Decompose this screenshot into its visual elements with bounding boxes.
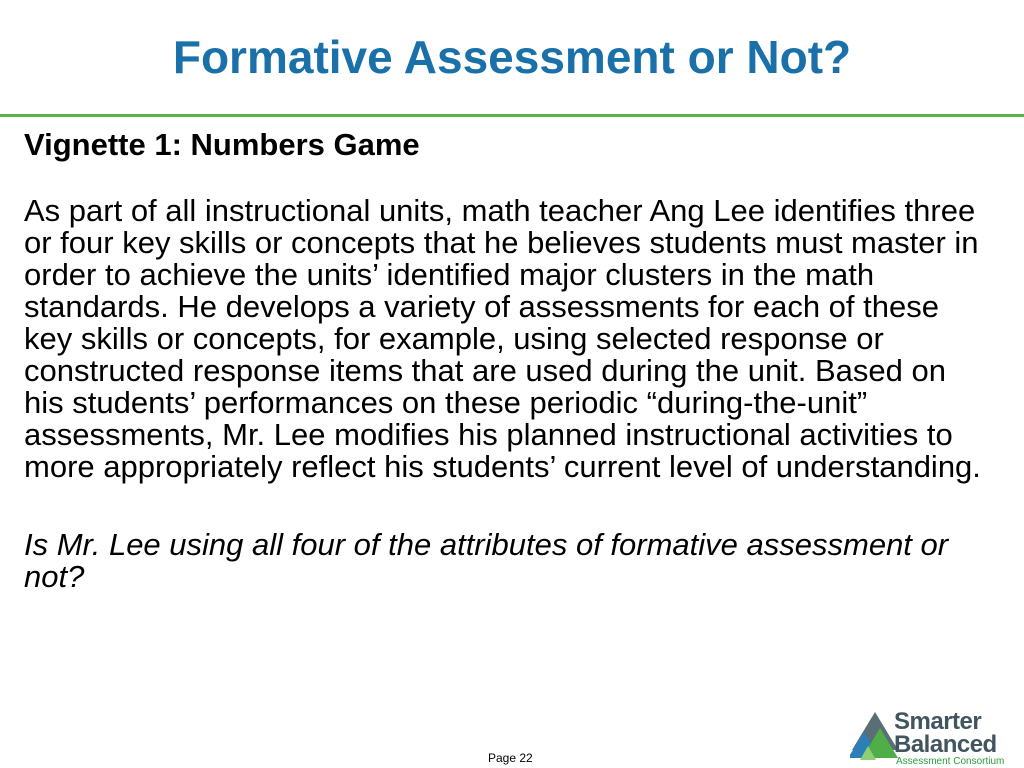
logo-word-smarter: Smarter [894,708,982,735]
vignette-body: As part of all instructional units, math teacher Ang Lee identifies three or four key skills or concepts that he believes students must master in order to achieve the units’ identified major clusters in the math standards. He develops a variety of assessments for each of these key skills or concepts, for example, using selected response or constructed response items that are used during the unit. Based on his students’ performances on these periodic “during-the-unit” assessments, Mr. Lee modifies his planned instructional activities to more appropriately reflect his students’ current level of understanding. [24,193,981,484]
vignette-heading: Vignette 1: Numbers Game [24,127,420,162]
triangle-mark-icon [850,710,900,766]
logo-word-balanced: Balanced [894,731,997,758]
title-divider [0,114,1024,117]
vignette-question: Is Mr. Lee using all four of the attributes of formative assessment or not? [24,527,949,594]
logo-subtitle: Assessment Consortium [896,756,1005,767]
slide-title: Formative Assessment or Not? [172,31,852,83]
page-number: Page 22 [488,751,533,765]
slide-content [24,124,994,593]
smarter-balanced-logo [850,708,1022,768]
